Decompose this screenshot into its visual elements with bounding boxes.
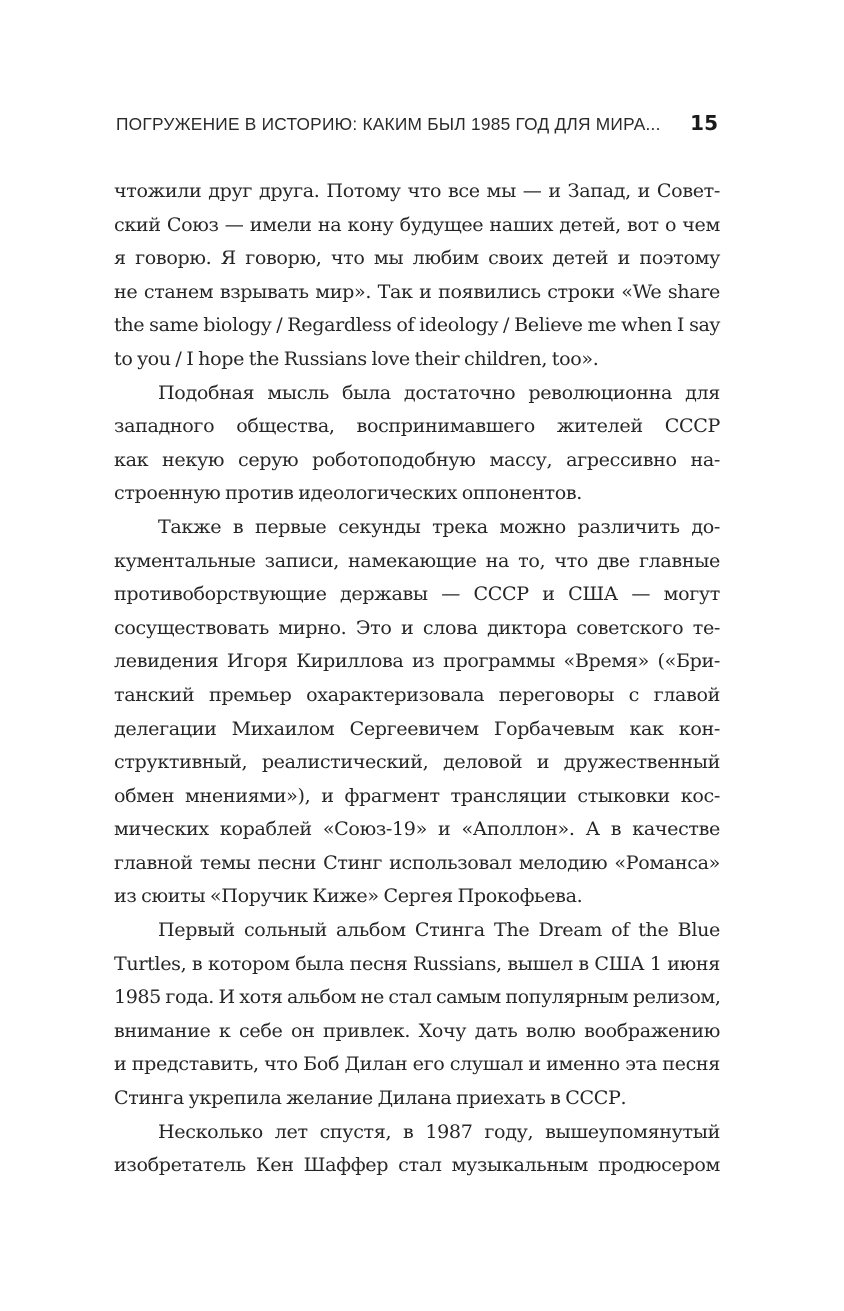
text-line: внимание к себе он привлек. Хочу дать волю воображению (114, 1018, 720, 1042)
text-line: противоборствующие державы — СССР и США — могут (114, 582, 720, 606)
text-line: делегации Михаилом Сергеевичем Горбачевым как кон- (114, 716, 720, 740)
text-line: изобретатель Кен Шаффер стал музыкальным продюсером (114, 1153, 720, 1177)
text-line: левидения Игоря Кириллова из программы «Время» («Бри- (114, 649, 720, 673)
text-line: мических кораблей «Союз-19» и «Аполлон». А в качестве (114, 817, 720, 841)
text-line: я говорю. Я говорю, что мы любим своих детей и поэтому (114, 246, 720, 270)
running-title: ПОГРУЖЕНИЕ В ИСТОРИЮ: КАКИМ БЫЛ 1985 ГОД ДЛЯ МИРА... (116, 114, 661, 134)
running-header (116, 111, 720, 137)
text-line: кументальные записи, намекающие на то, что две главные (114, 548, 720, 572)
paragraph-5 (114, 1115, 720, 1182)
text-line: строенную против идеологических оппонентов. (114, 481, 582, 505)
text-line: to you / I hope the Russians love their children, too». (114, 346, 599, 370)
text-line: из сюиты «Поручик Киже» Сергея Прокофьева. (114, 884, 583, 908)
text-line: как некую серую роботоподобную массу, агрессивно на- (114, 447, 720, 471)
page-number: 15 (690, 111, 718, 135)
text-line: главной темы песни Стинг использовал мелодию «Романса» (114, 850, 720, 874)
paragraph-4 (114, 913, 720, 1115)
text-line: 1985 года. И хотя альбом не стал самым популярным релизом, (114, 985, 721, 1009)
text-line: не станем взрывать мир». Так и появились строки «We share (114, 279, 720, 303)
text-line: Первый сольный альбом Стинга The Dream of the Blue (158, 918, 720, 942)
paragraph-1 (114, 174, 720, 376)
paragraph-2 (114, 376, 720, 510)
text-line: структивный, реалистический, деловой и дружественный (114, 750, 720, 774)
text-line: Несколько лет спустя, в 1987 году, вышеупомянутый (158, 1119, 720, 1143)
text-line: обмен мнениями»), и фрагмент трансляции стыковки кос- (114, 783, 720, 807)
text-line: Также в первые секунды трека можно различить до- (158, 514, 720, 538)
text-line: танский премьер охарактеризовала переговоры с главой (114, 682, 720, 706)
paragraph-3 (114, 510, 720, 913)
text-line: ский Союз — имели на кону будущее наших детей, вот о чем (114, 212, 720, 236)
text-line: западного общества, воспринимавшего жителей СССР (114, 414, 720, 438)
body-text (114, 174, 720, 1182)
text-line: Подобная мысль была достаточно революционна для (158, 380, 720, 404)
text-line: сосуществовать мирно. Это и слова диктора советского те- (114, 615, 720, 639)
text-line: Стинга укрепила желание Дилана приехать в СССР. (114, 1086, 627, 1110)
text-line: и представить, что Боб Дилан его слушал и именно эта песня (114, 1052, 720, 1076)
text-line: the same biology / Regardless of ideology / Believe me when I say (114, 313, 720, 337)
text-line: чтожили друг друга. Потому что все мы — и Запад, и Совет- (114, 179, 720, 202)
text-line: Turtles, в котором была песня Russians, вышел в США 1 июня (114, 951, 720, 975)
